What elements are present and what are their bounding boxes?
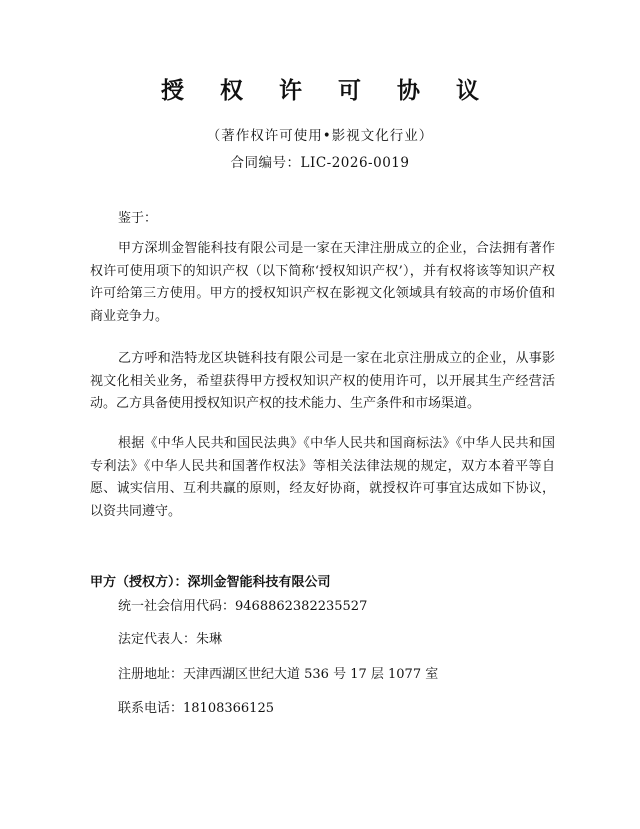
recital-paragraph-1: 甲方深圳金智能科技有限公司是一家在天津注册成立的企业，合法拥有著作权许可使用项下的知识产权（以下简称‘授权知识产权’），并有权将该等知识产权许可给第三方使用。甲方的授权知识产权在影视文化领域具有较高的市场价值和商业竞争力。 bbox=[90, 241, 555, 324]
party-a-legal-representative: 法定代表人：朱琳 bbox=[118, 632, 223, 647]
document-title: 授 权 许 可 协 议 bbox=[160, 78, 494, 104]
whereas-heading: 鉴于： bbox=[118, 211, 158, 226]
contract-number: 合同编号：LIC-2026-0019 bbox=[230, 155, 410, 171]
recital-paragraph-3: 根据《中华人民共和国民法典》《中华人民共和国商标法》《中华人民共和国专利法》《中华人民共和国著作权法》等相关法律法规的规定，双方本着平等自愿、诚实信用、互利共赢的原则，经友好协商，就授权许可事宜达成如下协议，以资共同遵守。 bbox=[90, 436, 555, 519]
party-a-phone: 联系电话：18108366125 bbox=[118, 701, 274, 716]
party-a-heading: 甲方（授权方）：深圳金智能科技有限公司 bbox=[90, 575, 331, 590]
document-subtitle: （著作权许可使用•影视文化行业） bbox=[206, 128, 434, 144]
party-a-credit-code: 统一社会信用代码：9468862382235527 bbox=[118, 599, 368, 614]
recital-paragraph-2: 乙方呼和浩特龙区块链科技有限公司是一家在北京注册成立的企业，从事影视文化相关业务，希望获得甲方授权知识产权的使用许可，以开展其生产经营活动。乙方具备使用授权知识产权的技术能力、生产条件和市场渠道。 bbox=[90, 351, 555, 411]
party-a-address: 注册地址：天津西湖区世纪大道 536 号 17 层 1077 室 bbox=[118, 667, 439, 682]
